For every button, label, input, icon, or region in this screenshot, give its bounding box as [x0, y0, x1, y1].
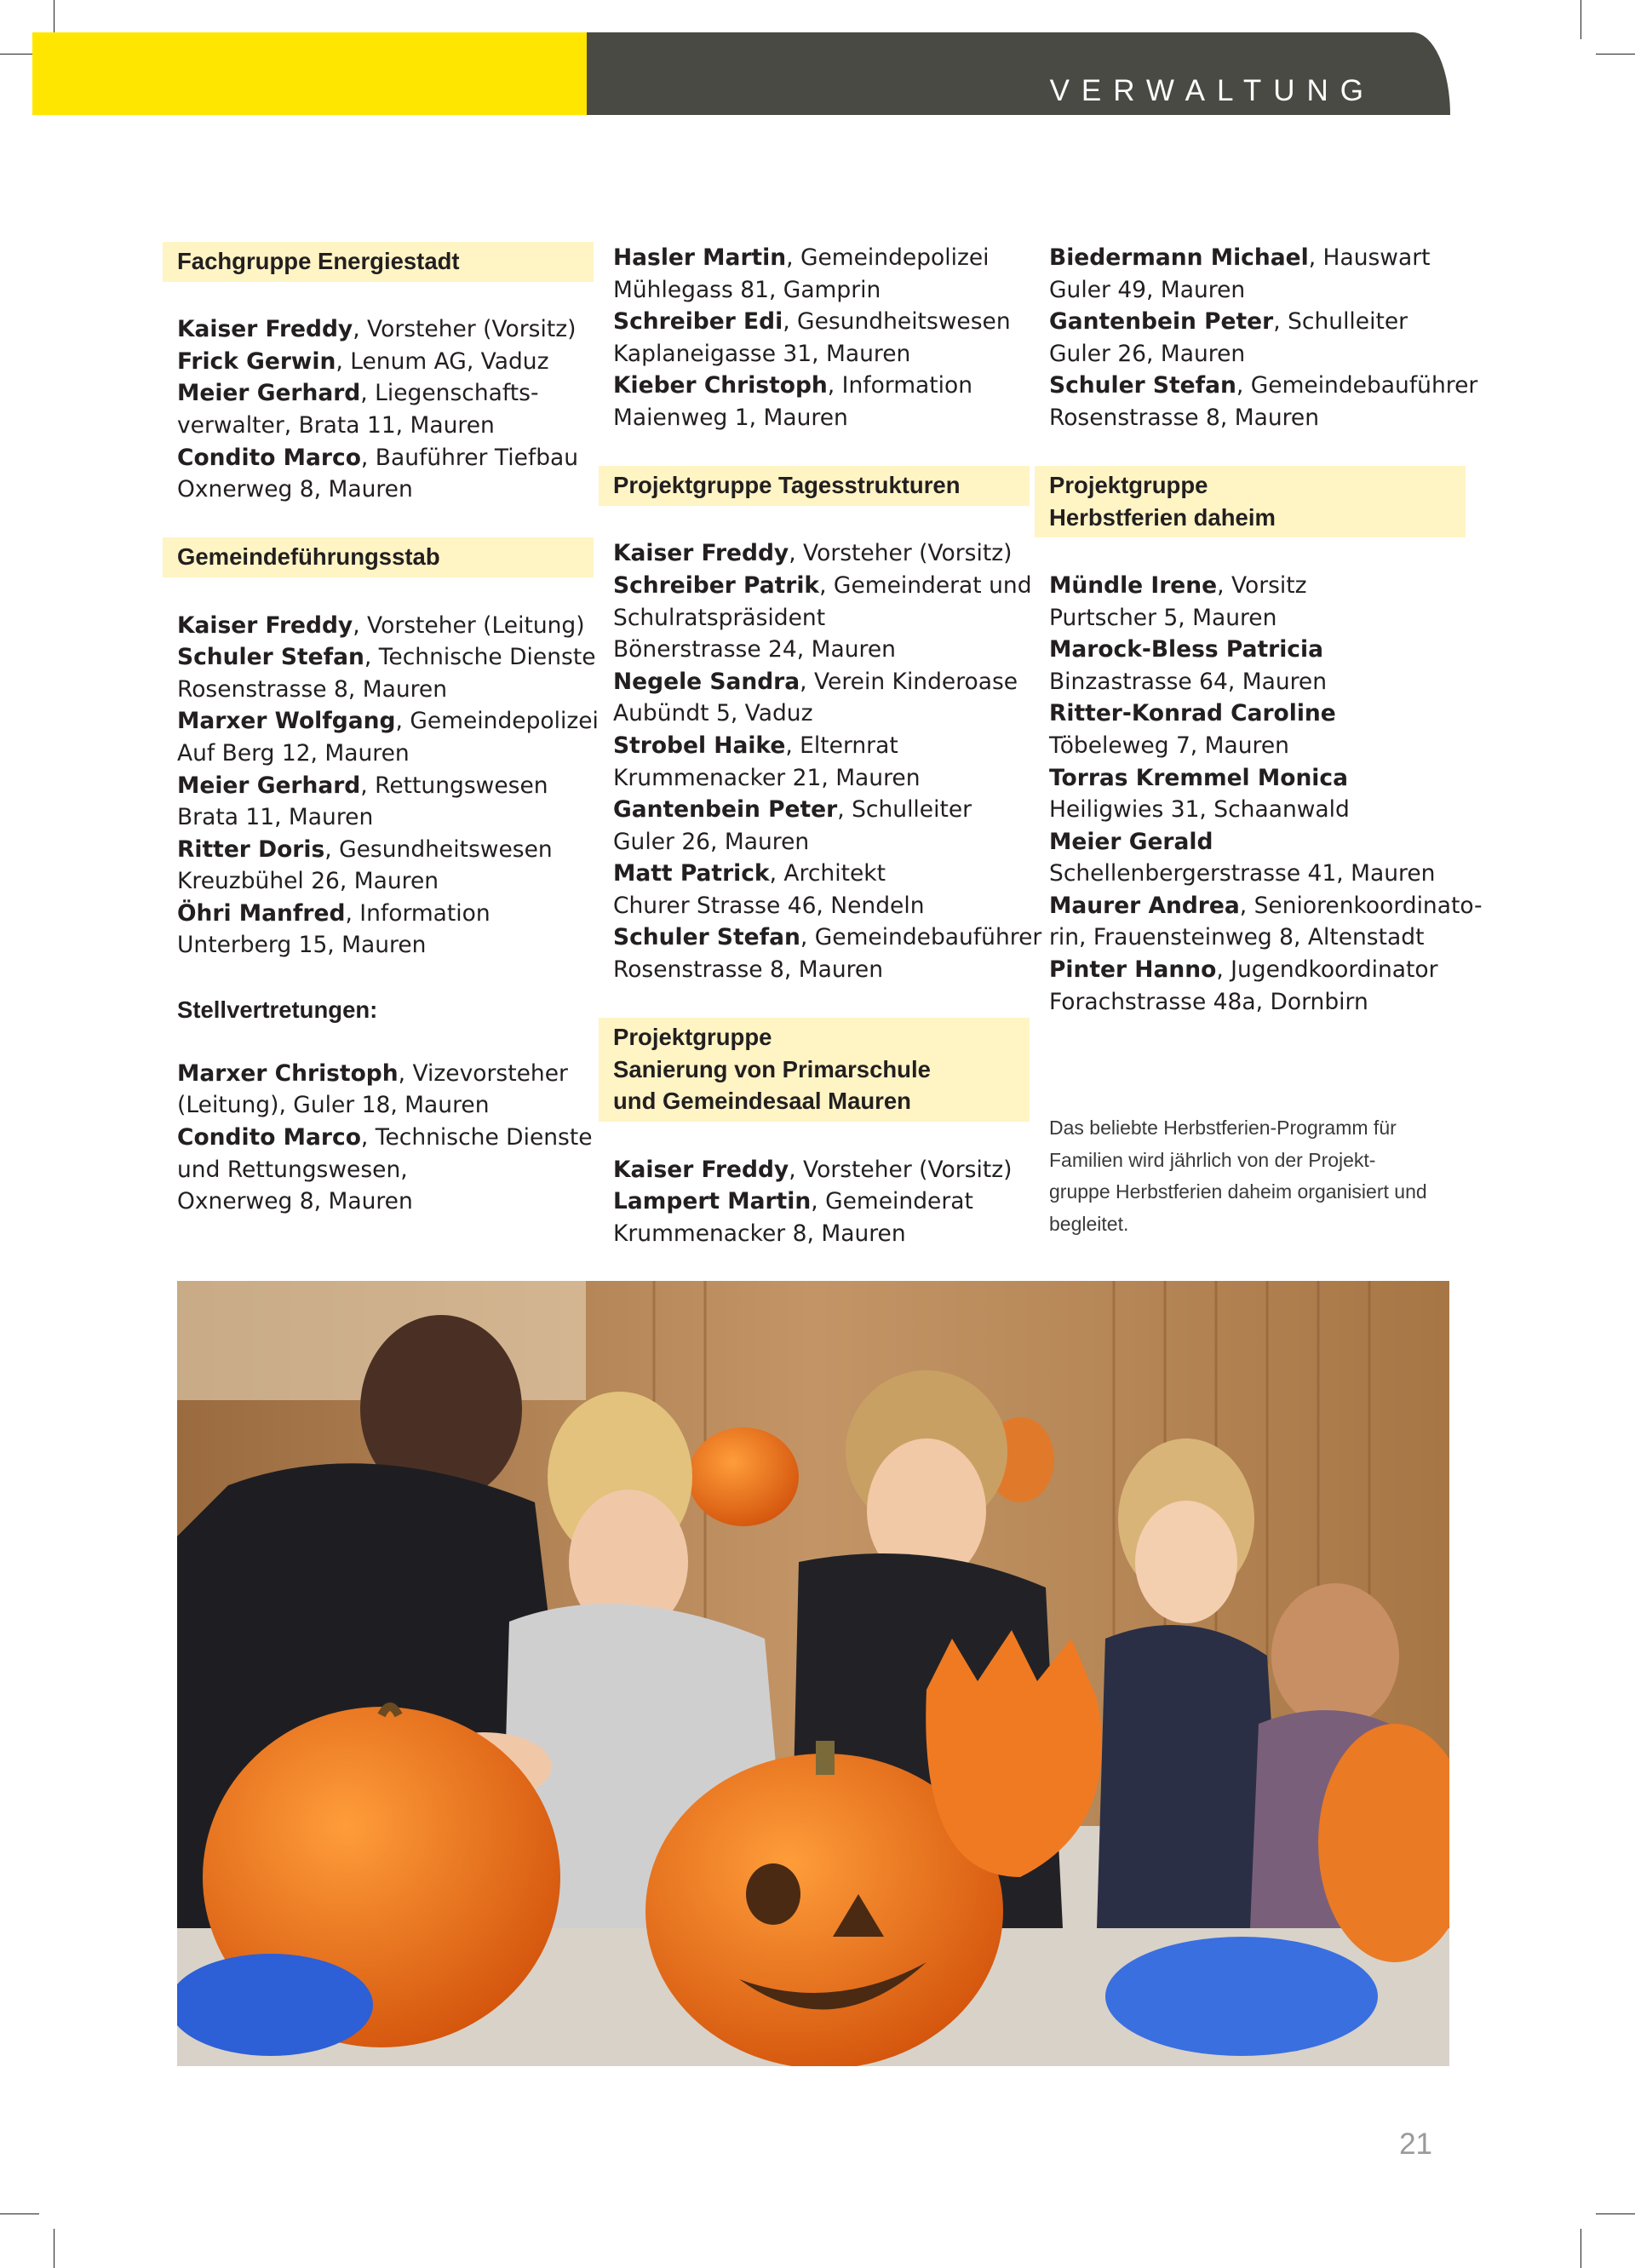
member-name: Kaiser Freddy [177, 316, 353, 343]
member-list [1035, 242, 1478, 434]
crop-mark [0, 2213, 39, 2214]
member-entry-line [1049, 274, 1466, 307]
member-detail: , Schulleiter [1273, 308, 1408, 336]
member-name: Mündle Irene [1049, 571, 1218, 599]
section-heading [163, 242, 594, 282]
member-detail: , Jugendkoordinator [1216, 956, 1438, 984]
member-name: Condito Marco [177, 1124, 361, 1151]
section-heading-line: Projektgruppe Tagesstrukturen [613, 472, 961, 499]
member-detail: Schulratspräsident [613, 604, 826, 631]
member-detail: , Liegenschafts- [360, 380, 539, 407]
member-detail: (Leitung), Guler 18, Mauren [177, 1092, 490, 1119]
member-entry-line [613, 858, 1030, 890]
member-entry-line [177, 929, 594, 962]
member-detail: Oxnerweg 8, Mauren [177, 476, 413, 503]
member-detail: Heiligwies 31, Schaanwald [1049, 796, 1350, 824]
member-list [163, 610, 599, 962]
section-heading-line: Gemeindeführungsstab [177, 543, 440, 571]
member-detail: und Rettungswesen, [177, 1156, 408, 1183]
member-name: Ritter-Konrad Caroline [1049, 700, 1336, 727]
member-detail: Auf Berg 12, Mauren [177, 739, 410, 767]
member-detail: , Gemeindebauführer [1236, 372, 1478, 399]
member-name: Meier Gerhard [177, 772, 361, 799]
section-heading-line: Projektgruppe [613, 1024, 772, 1051]
member-detail: Brata 11, Mauren [177, 804, 374, 831]
member-entry-line [613, 1186, 1030, 1218]
caption-line: gruppe Herbstferien daheim organisiert und [1049, 1180, 1427, 1203]
member-name: Schuler Stefan [613, 924, 800, 951]
member-entry-line [613, 794, 1030, 826]
member-name: Schuler Stefan [1049, 372, 1236, 399]
member-entry-line [177, 1058, 594, 1090]
member-name: Lampert Martin [613, 1188, 812, 1215]
member-entry-line [613, 954, 1030, 986]
member-detail: Krummenacker 21, Mauren [613, 764, 921, 791]
caption-line: begleitet. [1049, 1212, 1129, 1235]
member-list [1035, 570, 1483, 1018]
member-entry-line [177, 801, 594, 834]
member-entry-line [1049, 306, 1466, 338]
member-detail: , Elternrat [785, 732, 898, 759]
member-detail: , Vorsitz [1217, 571, 1307, 599]
member-detail: , Vizevorsteher [398, 1059, 568, 1087]
section-heading [599, 466, 1030, 506]
member-detail: Rosenstrasse 8, Mauren [177, 675, 448, 703]
member-entry-line [613, 306, 1030, 338]
member-name: Marxer Wolfgang [177, 708, 396, 735]
member-name: Frick Gerwin [177, 347, 336, 375]
member-entry-line [613, 762, 1030, 795]
member-entry-line [613, 537, 1030, 570]
photo-illustration [177, 1281, 1449, 2066]
section-title: VERWALTUNG [1049, 74, 1375, 107]
member-entry-line [1049, 338, 1466, 370]
member-detail: Purtscher 5, Mauren [1049, 604, 1277, 631]
member-name: Ritter Doris [177, 835, 325, 863]
member-entry-line [613, 730, 1030, 762]
member-entry-line [177, 834, 594, 866]
member-detail: verwalter, Brata 11, Mauren [177, 411, 495, 439]
member-name: Hasler Martin [613, 244, 787, 271]
member-entry-line [177, 705, 599, 738]
member-entry-line [1049, 402, 1466, 434]
header-bar [587, 32, 1450, 115]
member-name: Kaiser Freddy [613, 540, 789, 567]
member-entry-line [177, 1089, 594, 1122]
member-entry-line [177, 770, 594, 802]
member-name: Meier Gerhard [177, 380, 361, 407]
member-detail: rin, Frauensteinweg 8, Altenstadt [1049, 924, 1425, 951]
section-heading-line: Fachgruppe Energiestadt [177, 248, 460, 274]
member-detail: Schellenbergerstrasse 41, Mauren [1049, 860, 1436, 887]
member-detail: , Bauführer Tiefbau [360, 444, 579, 471]
member-entry-line [1049, 890, 1483, 922]
member-detail: Oxnerweg 8, Mauren [177, 1188, 413, 1215]
member-name: Kaiser Freddy [613, 1156, 789, 1183]
member-entry-line [613, 274, 1030, 307]
member-detail: , Seniorenkoordinato- [1239, 892, 1483, 919]
member-entry-line [177, 377, 594, 410]
subheading: Stellvertretungen: [177, 996, 378, 1023]
member-name: Kieber Christoph [613, 372, 828, 399]
member-list [163, 313, 594, 506]
crop-mark [1580, 0, 1581, 39]
member-list [599, 242, 1030, 434]
section-heading [1035, 466, 1466, 537]
member-detail: Rosenstrasse 8, Mauren [613, 956, 884, 984]
member-name: Schreiber Edi [613, 308, 783, 336]
member-detail: Guler 26, Mauren [1049, 340, 1246, 367]
member-entry-line [613, 338, 1030, 370]
member-detail: , Gemeinderat und [819, 571, 1032, 599]
caption-line: Das beliebte Herbstferien-Programm für [1049, 1117, 1397, 1139]
member-detail: , Technische Dienste [360, 1124, 593, 1151]
member-detail: , Verein Kinderoase [800, 668, 1018, 695]
member-detail: Maienweg 1, Mauren [613, 404, 848, 431]
member-entry-line [613, 570, 1030, 602]
member-entry-line [177, 1186, 594, 1218]
member-entry-line [177, 610, 594, 642]
member-entry-line [613, 666, 1030, 698]
member-detail: , Gesundheitswesen [324, 835, 553, 863]
member-entry-line [177, 1122, 594, 1154]
member-detail: , Vorsteher (Vorsitz) [789, 540, 1013, 567]
member-detail: Kaplaneigasse 31, Mauren [613, 340, 911, 367]
header-accent-bar [32, 32, 587, 115]
member-name: Maurer Andrea [1049, 892, 1240, 919]
member-detail: Kreuzbühel 26, Mauren [177, 868, 439, 895]
member-detail: Forachstrasse 48a, Dornbirn [1049, 988, 1368, 1015]
text-column-1 [163, 242, 599, 1218]
member-detail: , Gemeindepolizei [786, 244, 990, 271]
member-detail: , Architekt [769, 860, 886, 887]
member-name: Pinter Hanno [1049, 956, 1217, 984]
member-entry-line [613, 370, 1030, 402]
member-entry-line [613, 826, 1030, 858]
member-entry-line [613, 634, 1030, 666]
text-column-2 [599, 242, 1042, 1249]
member-name: Schuler Stefan [177, 644, 364, 671]
photo-caption [1049, 1112, 1466, 1240]
member-detail: , Gemeindepolizei [395, 708, 599, 735]
member-entry-line [613, 1154, 1030, 1186]
member-entry-line [1049, 666, 1466, 698]
member-detail: , Gesundheitswesen [783, 308, 1011, 336]
section-heading-line: Sanierung von Primarschule [613, 1055, 931, 1082]
section-heading-line: Herbstferien daheim [1049, 503, 1276, 531]
member-entry-line [1049, 370, 1478, 402]
member-entry-line [1049, 698, 1466, 730]
member-name: Marxer Christoph [177, 1059, 399, 1087]
member-detail: , Information [345, 899, 490, 927]
member-entry-line [613, 402, 1030, 434]
page-number: 21 [1399, 2127, 1432, 2161]
member-detail: , Lenum AG, Vaduz [336, 347, 549, 375]
member-detail: , Technische Dienste [364, 644, 596, 671]
member-entry-line [177, 865, 594, 898]
member-name: Condito Marco [177, 444, 361, 471]
member-detail: , Information [827, 372, 973, 399]
member-name: Biedermann Michael [1049, 244, 1309, 271]
member-detail: , Vorsteher (Vorsitz) [789, 1156, 1013, 1183]
member-name: Öhri Manfred [177, 899, 346, 927]
member-entry-line [177, 674, 594, 706]
member-name: Meier Gerald [1049, 828, 1213, 855]
member-entry-line [613, 242, 1030, 274]
member-entry-line [1049, 954, 1466, 986]
member-detail: , Rettungswesen [360, 772, 548, 799]
member-detail: Guler 26, Mauren [613, 828, 810, 855]
member-entry-line [177, 346, 594, 378]
member-name: Strobel Haike [613, 732, 786, 759]
member-detail: Krummenacker 8, Mauren [613, 1220, 906, 1247]
member-detail: , Schulleiter [837, 796, 972, 824]
member-detail: Bönerstrasse 24, Mauren [613, 636, 896, 663]
member-name: Gantenbein Peter [1049, 308, 1274, 336]
member-detail: Churer Strasse 46, Nendeln [613, 892, 925, 919]
member-detail: , Gemeinderat [811, 1188, 973, 1215]
section-heading-line: Projektgruppe [1049, 472, 1208, 499]
member-entry-line [177, 474, 594, 506]
member-entry-line [177, 898, 594, 930]
member-detail: , Hauswart [1308, 244, 1431, 271]
member-entry-line [1049, 570, 1466, 602]
member-entry-line [613, 1218, 1030, 1250]
member-entry-line [1049, 922, 1466, 954]
member-name: Matt Patrick [613, 860, 770, 887]
member-entry-line [1049, 986, 1466, 1019]
member-entry-line [1049, 826, 1466, 858]
member-name: Marock-Bless Patricia [1049, 636, 1323, 663]
member-detail: Binzastrasse 64, Mauren [1049, 668, 1328, 695]
member-entry-line [1049, 242, 1466, 274]
member-list [599, 537, 1042, 985]
crop-mark [1596, 2213, 1635, 2214]
member-name: Schreiber Patrik [613, 571, 820, 599]
text-column-3 [1035, 242, 1483, 1018]
crop-mark [1596, 54, 1635, 55]
member-entry-line [177, 442, 594, 474]
member-detail: Töbeleweg 7, Mauren [1049, 732, 1289, 759]
member-entry-line [1049, 762, 1466, 795]
crop-mark [1580, 2229, 1581, 2268]
member-entry-line [1049, 730, 1466, 762]
member-detail: Guler 49, Mauren [1049, 276, 1246, 303]
member-entry-line [1049, 794, 1466, 826]
member-detail: , Gemeindebauführer [800, 924, 1042, 951]
section-heading [599, 1018, 1030, 1122]
member-entry-line [177, 738, 594, 770]
member-detail: Unterberg 15, Mauren [177, 932, 427, 959]
member-name: Negele Sandra [613, 668, 800, 695]
member-list [599, 1154, 1030, 1250]
caption-line: Familien wird jährlich von der Projekt- [1049, 1148, 1376, 1171]
member-entry-line [613, 922, 1042, 954]
member-name: Torras Kremmel Monica [1049, 764, 1348, 791]
section-heading [163, 537, 594, 577]
photo-pumpkin-carving [177, 1281, 1449, 2066]
member-list [163, 1058, 594, 1218]
member-entry-line [613, 602, 1030, 634]
member-detail: , Vorsteher (Leitung) [353, 611, 585, 639]
member-entry-line [1049, 602, 1466, 634]
section-heading-line: und Gemeindesaal Mauren [613, 1088, 911, 1115]
member-entry-line [177, 641, 594, 674]
member-entry-line [177, 1154, 594, 1186]
member-detail: , Vorsteher (Vorsitz) [353, 316, 577, 343]
member-entry-line [177, 313, 594, 346]
member-detail: Aubündt 5, Vaduz [613, 700, 813, 727]
member-name: Kaiser Freddy [177, 611, 353, 639]
member-detail: Rosenstrasse 8, Mauren [1049, 404, 1320, 431]
member-detail: Mühlegass 81, Gamprin [613, 276, 881, 303]
member-entry-line [613, 698, 1030, 730]
member-entry-line [1049, 634, 1466, 666]
member-entry-line [1049, 858, 1466, 890]
member-entry-line [177, 410, 594, 442]
member-entry-line [613, 890, 1030, 922]
member-name: Gantenbein Peter [613, 796, 838, 824]
